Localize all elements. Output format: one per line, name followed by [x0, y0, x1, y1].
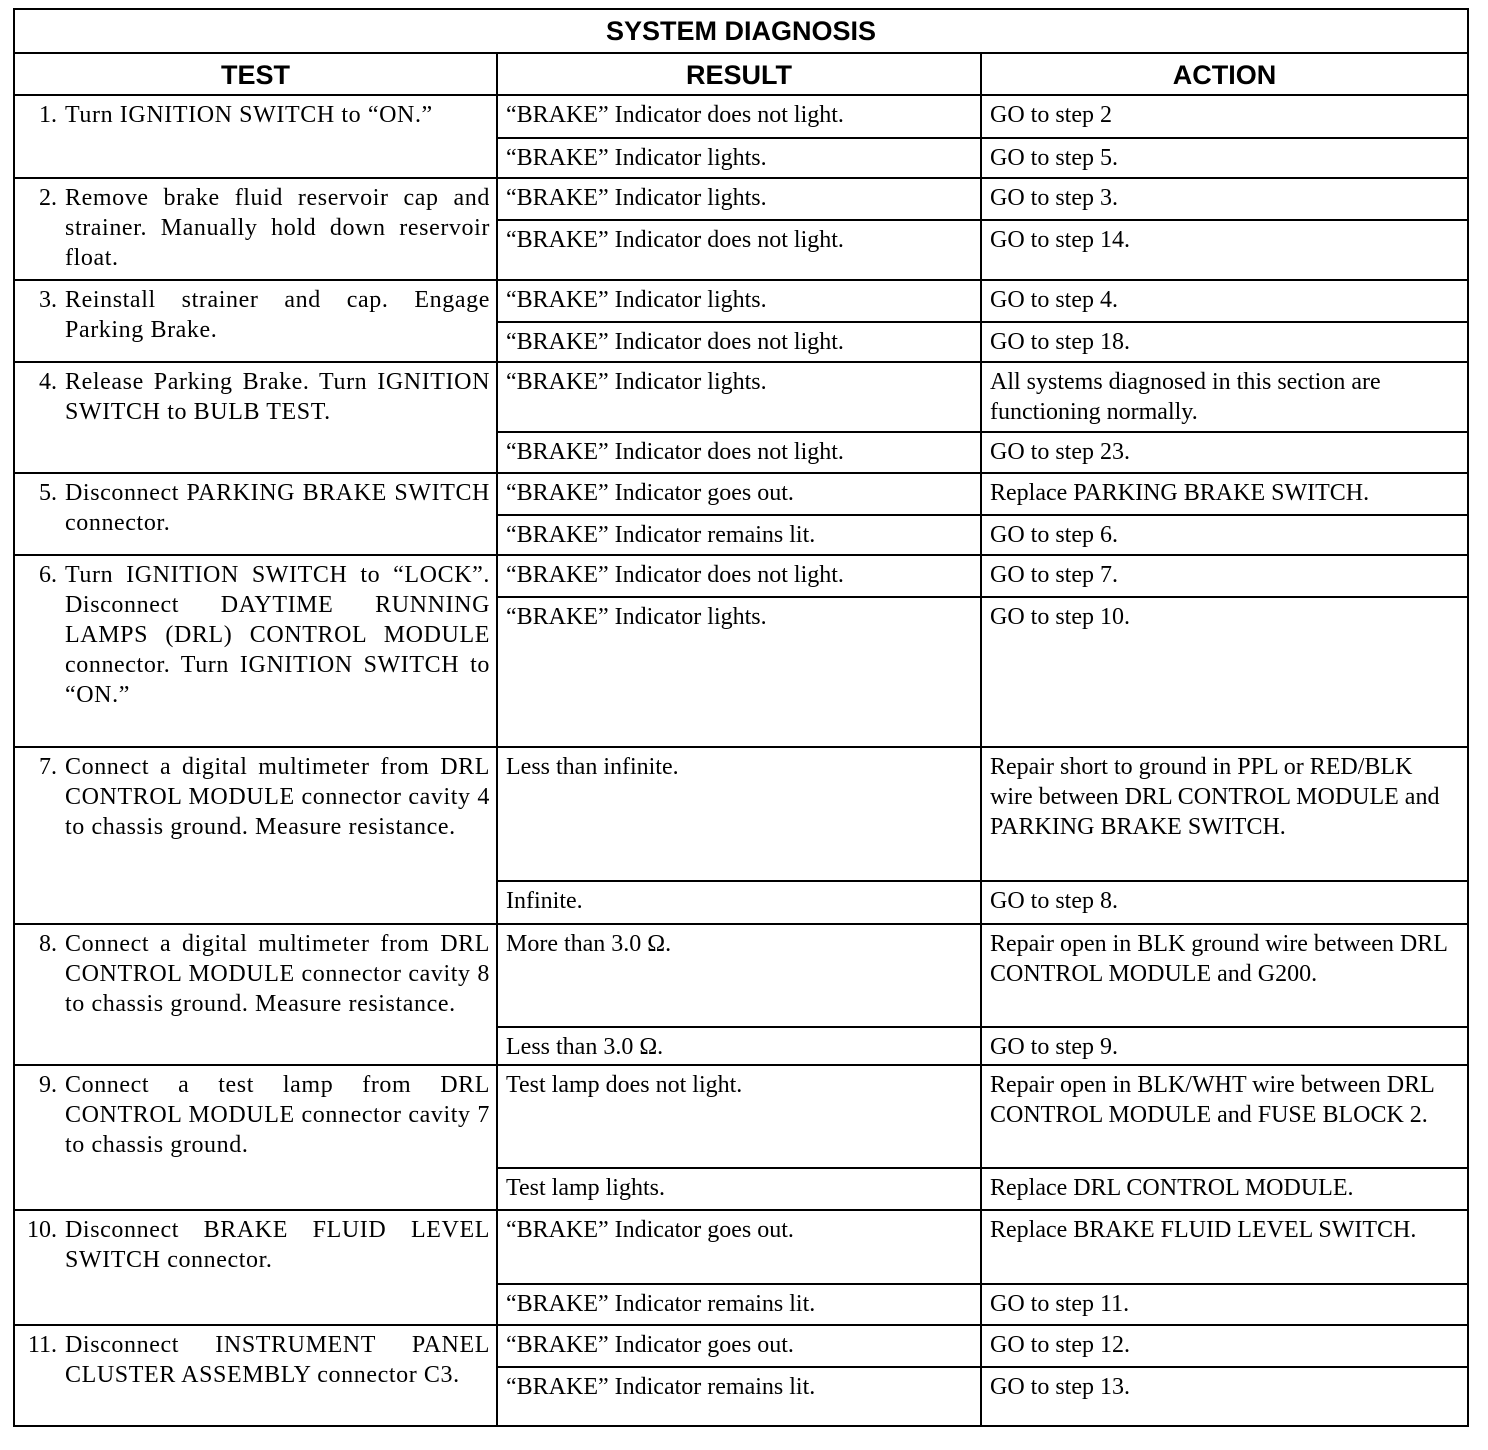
table-title: SYSTEM DIAGNOSIS [14, 9, 1468, 53]
action-cell: GO to step 12. [981, 1325, 1468, 1367]
test-entry [23, 1215, 490, 1275]
result-cell: “BRAKE” Indicator remains lit. [497, 1284, 981, 1325]
test-entry [23, 100, 490, 130]
action-cell: GO to step 2 [981, 95, 1468, 138]
test-instruction: Release Parking Brake. Turn IGNITION SWITCH to BULB TEST. [65, 369, 490, 425]
result-cell: “BRAKE” Indicator does not light. [497, 322, 981, 362]
system-diagnosis-table [13, 8, 1469, 1427]
test-cell [14, 1325, 497, 1426]
test-instruction: Remove brake fluid reservoir cap and strainer. Manually hold down reservoir float. [65, 185, 490, 271]
test-cell [14, 280, 497, 362]
step-number: 3. [39, 287, 57, 313]
table-row [14, 1325, 1468, 1367]
action-cell: GO to step 10. [981, 597, 1468, 747]
result-cell: “BRAKE” Indicator does not light. [497, 95, 981, 138]
test-entry [23, 1330, 490, 1390]
table-row [14, 473, 1468, 515]
test-cell [14, 747, 497, 924]
test-entry [23, 367, 490, 427]
table-row [14, 747, 1468, 881]
title-row [14, 9, 1468, 53]
test-entry [23, 929, 490, 1019]
action-cell: GO to step 8. [981, 881, 1468, 924]
test-instruction: Reinstall strainer and cap. Engage Parking Brake. [65, 287, 490, 343]
test-cell [14, 362, 497, 473]
test-entry [23, 752, 490, 842]
result-cell: “BRAKE” Indicator does not light. [497, 555, 981, 597]
step-number: 11. [27, 1332, 57, 1358]
table-row [14, 362, 1468, 432]
action-cell: Replace BRAKE FLUID LEVEL SWITCH. [981, 1210, 1468, 1284]
result-cell: “BRAKE” Indicator does not light. [497, 432, 981, 473]
action-column-header: ACTION [981, 53, 1468, 95]
step-number: 9. [39, 1072, 57, 1098]
step-number: 1. [39, 102, 57, 128]
action-cell: Repair open in BLK ground wire between DRL CONTROL MODULE and G200. [981, 924, 1468, 1027]
action-cell: GO to step 4. [981, 280, 1468, 322]
result-cell: “BRAKE” Indicator lights. [497, 362, 981, 432]
test-instruction: Disconnect INSTRUMENT PANEL CLUSTER ASSEMBLY connector C3. [65, 1332, 490, 1388]
test-column-header: TEST [14, 53, 497, 95]
test-instruction: Connect a test lamp from DRL CONTROL MODULE connector cavity 7 to chassis ground. [65, 1072, 490, 1158]
result-cell: “BRAKE” Indicator does not light. [497, 220, 981, 280]
test-instruction: Turn IGNITION SWITCH to “LOCK”. Disconnect DAYTIME RUNNING LAMPS (DRL) CONTROL MODULE connector. Turn IGNITION SWITCH to “ON.” [65, 562, 490, 708]
step-number: 6. [39, 562, 57, 588]
action-cell: GO to step 3. [981, 178, 1468, 220]
test-entry [23, 183, 490, 273]
action-cell: GO to step 7. [981, 555, 1468, 597]
table-row [14, 1210, 1468, 1284]
action-cell: Repair short to ground in PPL or RED/BLK wire between DRL CONTROL MODULE and PARKING BRAKE SWITCH. [981, 747, 1468, 881]
test-cell [14, 924, 497, 1065]
action-cell: GO to step 9. [981, 1027, 1468, 1065]
result-cell: “BRAKE” Indicator lights. [497, 138, 981, 178]
result-cell: Less than infinite. [497, 747, 981, 881]
step-number: 7. [39, 754, 57, 780]
step-number: 8. [39, 931, 57, 957]
test-cell [14, 95, 497, 178]
action-cell: GO to step 18. [981, 322, 1468, 362]
result-cell: “BRAKE” Indicator lights. [497, 280, 981, 322]
action-cell: GO to step 6. [981, 515, 1468, 555]
step-number: 4. [39, 369, 57, 395]
test-cell [14, 1210, 497, 1325]
action-cell: Replace DRL CONTROL MODULE. [981, 1168, 1468, 1210]
result-cell: Less than 3.0 Ω. [497, 1027, 981, 1065]
action-cell: GO to step 14. [981, 220, 1468, 280]
table-row [14, 95, 1468, 138]
action-cell: GO to step 13. [981, 1367, 1468, 1426]
test-cell [14, 1065, 497, 1210]
step-number: 10. [27, 1217, 57, 1243]
test-cell [14, 555, 497, 747]
table-row [14, 178, 1468, 220]
table-row [14, 280, 1468, 322]
result-cell: “BRAKE” Indicator remains lit. [497, 515, 981, 555]
result-cell: “BRAKE” Indicator goes out. [497, 473, 981, 515]
result-column-header: RESULT [497, 53, 981, 95]
test-entry [23, 285, 490, 345]
action-cell: GO to step 23. [981, 432, 1468, 473]
test-instruction: Turn IGNITION SWITCH to “ON.” [65, 102, 433, 128]
result-cell: Infinite. [497, 881, 981, 924]
step-number: 5. [39, 480, 57, 506]
step-number: 2. [39, 185, 57, 211]
action-cell: All systems diagnosed in this section are functioning normally. [981, 362, 1468, 432]
test-instruction: Connect a digital multimeter from DRL CONTROL MODULE connector cavity 4 to chassis ground. Measure resistance. [65, 754, 490, 840]
column-header-row [14, 53, 1468, 95]
result-cell: “BRAKE” Indicator goes out. [497, 1325, 981, 1367]
test-entry [23, 560, 490, 710]
test-cell [14, 473, 497, 555]
table-row [14, 1065, 1468, 1168]
test-entry [23, 1070, 490, 1160]
test-instruction: Disconnect PARKING BRAKE SWITCH connector. [65, 480, 490, 536]
result-cell: “BRAKE” Indicator lights. [497, 178, 981, 220]
action-cell: GO to step 5. [981, 138, 1468, 178]
action-cell: GO to step 11. [981, 1284, 1468, 1325]
result-cell: More than 3.0 Ω. [497, 924, 981, 1027]
result-cell: “BRAKE” Indicator lights. [497, 597, 981, 747]
test-entry [23, 478, 490, 538]
diagnosis-steps [14, 95, 1468, 1426]
action-cell: Replace PARKING BRAKE SWITCH. [981, 473, 1468, 515]
test-cell [14, 178, 497, 280]
result-cell: “BRAKE” Indicator goes out. [497, 1210, 981, 1284]
test-instruction: Connect a digital multimeter from DRL CONTROL MODULE connector cavity 8 to chassis ground. Measure resistance. [65, 931, 490, 1017]
table-row [14, 555, 1468, 597]
result-cell: Test lamp lights. [497, 1168, 981, 1210]
result-cell: Test lamp does not light. [497, 1065, 981, 1168]
result-cell: “BRAKE” Indicator remains lit. [497, 1367, 981, 1426]
action-cell: Repair open in BLK/WHT wire between DRL CONTROL MODULE and FUSE BLOCK 2. [981, 1065, 1468, 1168]
table-row [14, 924, 1468, 1027]
test-instruction: Disconnect BRAKE FLUID LEVEL SWITCH connector. [65, 1217, 490, 1273]
